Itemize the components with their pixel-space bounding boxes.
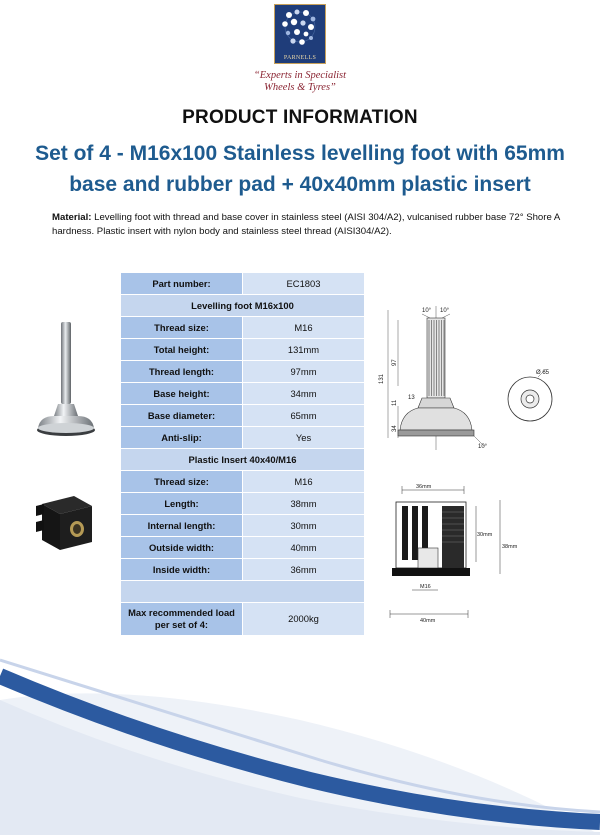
table-row: [121, 273, 365, 295]
dim-insert-inner: 30mm: [477, 532, 493, 538]
tagline: [0, 70, 600, 94]
company-logo: [274, 4, 326, 64]
table-row: [121, 339, 365, 361]
table-row: [121, 603, 365, 636]
table-row: [121, 537, 365, 559]
dim-131: 131: [379, 373, 385, 384]
material-text: Levelling foot with thread and base cover in stainless steel (AISI 304/A2), vulcanised rubber base 72° Shore A hardness. Plastic insert with nylon body and stainless steel thread (AISI304/A2).: [52, 212, 560, 237]
spec-key: Internal length:: [121, 515, 243, 537]
dim-angle-right: 10°: [440, 308, 450, 314]
dim-angle-left: 10°: [422, 308, 432, 314]
table-row: [121, 471, 365, 493]
spec-key: Outside width:: [121, 537, 243, 559]
spec-value: 2000kg: [243, 603, 365, 636]
spec-blank-row: [121, 581, 365, 603]
spec-section-heading: Plastic Insert 40x40/M16: [121, 449, 365, 471]
table-row: [121, 427, 365, 449]
dim-13: 13: [408, 395, 415, 401]
table-row: [121, 559, 365, 581]
table-row: [121, 493, 365, 515]
spec-value: 40mm: [243, 537, 365, 559]
table-row: [121, 515, 365, 537]
plastic-insert-drawing: [382, 478, 532, 628]
table-row: [121, 581, 365, 603]
base-top-view-drawing: [500, 365, 562, 425]
table-row: [121, 449, 365, 471]
product-title-line-2: base and rubber pad + 40x40mm plastic insert: [69, 173, 531, 196]
product-title: [20, 138, 580, 200]
spec-key: Anti-slip:: [121, 427, 243, 449]
spec-value: 131mm: [243, 339, 365, 361]
spec-key: Inside width:: [121, 559, 243, 581]
dim-insert-top: 36mm: [416, 484, 432, 490]
table-row: [121, 361, 365, 383]
spec-key: Base diameter:: [121, 405, 243, 427]
spec-key: Part number:: [121, 273, 243, 295]
page-heading: PRODUCT INFORMATION: [182, 107, 418, 128]
dim-insert-thread: M16: [420, 584, 431, 590]
spec-table: [120, 272, 365, 636]
spec-value: M16: [243, 317, 365, 339]
logo-dots-graphic: [275, 5, 325, 53]
spec-value: 38mm: [243, 493, 365, 515]
material-label: Material:: [52, 212, 92, 223]
spec-key: Thread size:: [121, 317, 243, 339]
spec-value: 30mm: [243, 515, 365, 537]
dim-97: 97: [392, 359, 398, 366]
tagline-line-1: “Experts in Specialist: [253, 70, 347, 81]
dim-insert-bottom: 40mm: [420, 618, 436, 624]
dim-insert-outer: 38mm: [502, 544, 518, 550]
table-row: [121, 405, 365, 427]
dim-angle-bottom: 10°: [478, 444, 488, 450]
dim-11: 11: [392, 399, 398, 406]
spec-key: Total height:: [121, 339, 243, 361]
max-load-label-line-1: Max recommended load: [128, 607, 235, 618]
spec-value: 36mm: [243, 559, 365, 581]
dim-34: 34: [392, 425, 398, 432]
levelling-foot-photo: [34, 320, 100, 446]
spec-value: Yes: [243, 427, 365, 449]
table-row: [121, 295, 365, 317]
spec-key-max-load: [121, 603, 243, 636]
levelling-foot-drawing: [378, 300, 498, 460]
max-load-label-line-2: per set of 4:: [154, 619, 209, 630]
spec-key: Thread size:: [121, 471, 243, 493]
spec-value: 34mm: [243, 383, 365, 405]
spec-key: Thread length:: [121, 361, 243, 383]
spec-value: EC1803: [243, 273, 365, 295]
table-row: [121, 317, 365, 339]
logo-brand-text: PARNELLS: [283, 55, 317, 61]
spec-key: Base height:: [121, 383, 243, 405]
plastic-insert-photo: [34, 492, 100, 556]
spec-section-heading: Levelling foot M16x100: [121, 295, 365, 317]
spec-value: M16: [243, 471, 365, 493]
spec-value: 65mm: [243, 405, 365, 427]
tagline-line-2: Wheels & Tyres”: [264, 82, 336, 93]
material-description: [52, 211, 572, 239]
spec-key: Length:: [121, 493, 243, 515]
table-row: [121, 383, 365, 405]
product-title-line-1: Set of 4 - M16x100 Stainless levelling foot with 65mm: [35, 142, 565, 165]
dim-diameter-65: Ø 65: [536, 370, 550, 376]
spec-value: 97mm: [243, 361, 365, 383]
decorative-wave: [0, 640, 600, 835]
